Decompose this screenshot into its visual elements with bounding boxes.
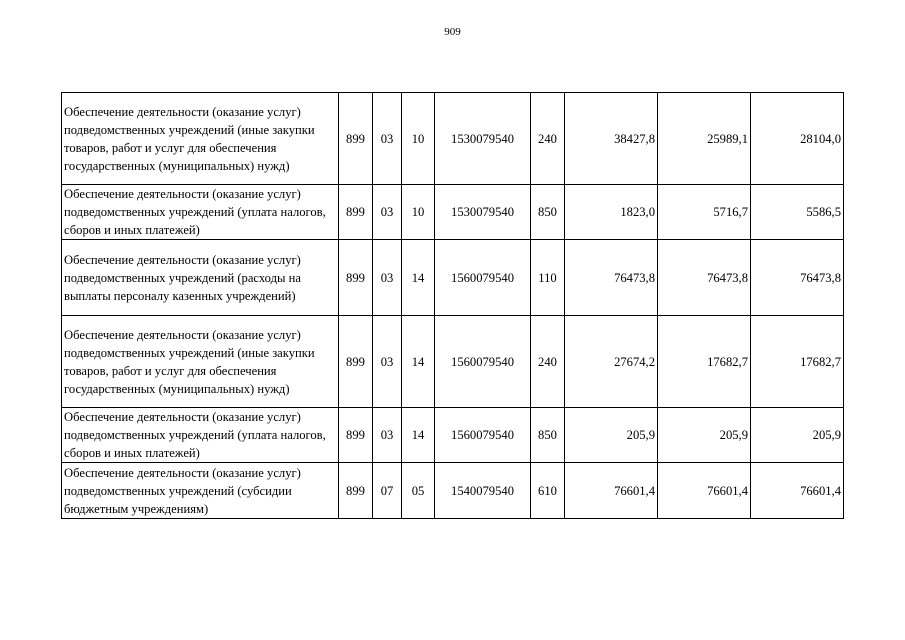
- ministry-code: 899: [339, 316, 373, 408]
- amount-cell: 5716,7: [658, 185, 751, 240]
- amount-cell: 17682,7: [658, 316, 751, 408]
- table-row: [62, 463, 844, 519]
- expense-type-code: 110: [531, 240, 565, 316]
- amount-cell: 205,9: [565, 408, 658, 463]
- target-article-code: 1560079540: [435, 240, 531, 316]
- page-number: 909: [444, 26, 461, 38]
- section-code: 03: [373, 240, 402, 316]
- target-article-code: 1540079540: [435, 463, 531, 519]
- expense-type-code: 610: [531, 463, 565, 519]
- row-description: Обеспечение деятельности (оказание услуг) подведомственных учреждений (иные закупки товаров, работ и услуг для обеспечения государственных (муниципальных) нужд): [62, 93, 339, 185]
- section-code: 03: [373, 93, 402, 185]
- amount-cell: 76473,8: [565, 240, 658, 316]
- row-description: Обеспечение деятельности (оказание услуг) подведомственных учреждений (уплата налогов, сборов и иных платежей): [62, 185, 339, 240]
- expense-type-code: 240: [531, 316, 565, 408]
- subsection-code: 05: [402, 463, 435, 519]
- target-article-code: 1530079540: [435, 185, 531, 240]
- subsection-code: 14: [402, 408, 435, 463]
- target-article-code: 1530079540: [435, 93, 531, 185]
- ministry-code: 899: [339, 185, 373, 240]
- section-code: 03: [373, 408, 402, 463]
- amount-cell: 5586,5: [751, 185, 844, 240]
- amount-cell: 28104,0: [751, 93, 844, 185]
- amount-cell: 17682,7: [751, 316, 844, 408]
- ministry-code: 899: [339, 93, 373, 185]
- expense-type-code: 240: [531, 93, 565, 185]
- amount-cell: 25989,1: [658, 93, 751, 185]
- target-article-code: 1560079540: [435, 408, 531, 463]
- amount-cell: 38427,8: [565, 93, 658, 185]
- amount-cell: 205,9: [658, 408, 751, 463]
- subsection-code: 14: [402, 240, 435, 316]
- ministry-code: 899: [339, 463, 373, 519]
- row-description: Обеспечение деятельности (оказание услуг) подведомственных учреждений (иные закупки товаров, работ и услуг для обеспечения государственных (муниципальных) нужд): [62, 316, 339, 408]
- table-row: [62, 185, 844, 240]
- subsection-code: 14: [402, 316, 435, 408]
- section-code: 03: [373, 316, 402, 408]
- amount-cell: 27674,2: [565, 316, 658, 408]
- target-article-code: 1560079540: [435, 316, 531, 408]
- table-row: [62, 408, 844, 463]
- budget-table: [61, 92, 844, 519]
- amount-cell: 76601,4: [751, 463, 844, 519]
- section-code: 03: [373, 185, 402, 240]
- expense-type-code: 850: [531, 408, 565, 463]
- table-row: [62, 93, 844, 185]
- table-row: [62, 240, 844, 316]
- subsection-code: 10: [402, 93, 435, 185]
- ministry-code: 899: [339, 240, 373, 316]
- row-description: Обеспечение деятельности (оказание услуг) подведомственных учреждений (субсидии бюджетным учреждениям): [62, 463, 339, 519]
- amount-cell: 76473,8: [751, 240, 844, 316]
- row-description: Обеспечение деятельности (оказание услуг) подведомственных учреждений (уплата налогов, сборов и иных платежей): [62, 408, 339, 463]
- amount-cell: 1823,0: [565, 185, 658, 240]
- amount-cell: 76601,4: [565, 463, 658, 519]
- subsection-code: 10: [402, 185, 435, 240]
- table-row: [62, 316, 844, 408]
- amount-cell: 205,9: [751, 408, 844, 463]
- expense-type-code: 850: [531, 185, 565, 240]
- section-code: 07: [373, 463, 402, 519]
- row-description: Обеспечение деятельности (оказание услуг) подведомственных учреждений (расходы на выплаты персоналу казенных учреждений): [62, 240, 339, 316]
- amount-cell: 76601,4: [658, 463, 751, 519]
- ministry-code: 899: [339, 408, 373, 463]
- amount-cell: 76473,8: [658, 240, 751, 316]
